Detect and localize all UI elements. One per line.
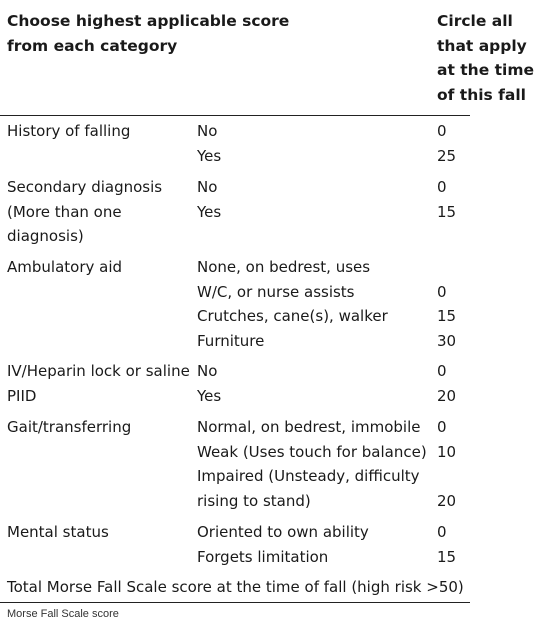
response-option: No xyxy=(197,178,218,196)
category-label: History of falling xyxy=(7,122,131,140)
score-value: 25 xyxy=(437,146,457,165)
header-score-line: at the time xyxy=(437,61,535,79)
score-value: 20 xyxy=(437,491,457,510)
response-option: No xyxy=(197,122,218,140)
score-value: 15 xyxy=(437,547,457,566)
table-bottom-divider xyxy=(0,602,470,603)
score-value: 10 xyxy=(437,442,457,461)
score-value: 0 xyxy=(437,178,447,196)
category-label: IV/Heparin lock or saline xyxy=(7,362,190,380)
header-divider xyxy=(0,115,470,116)
response-option: Forgets limitation xyxy=(197,547,329,566)
category-label: PIID xyxy=(7,386,37,405)
category-label: Gait/transferring xyxy=(7,418,132,436)
header-instructions xyxy=(7,9,427,58)
category-label: Secondary diagnosis xyxy=(7,178,163,196)
header-score-line: that apply xyxy=(437,36,527,55)
score-value: 0 xyxy=(437,122,447,140)
category-label: (More than one xyxy=(7,202,122,221)
category-label: diagnosis) xyxy=(7,227,84,245)
response-option: Yes xyxy=(197,386,222,405)
response-option: Oriented to own ability xyxy=(197,523,369,541)
response-option: rising to stand) xyxy=(197,491,311,510)
response-option: Crutches, cane(s), walker xyxy=(197,307,388,325)
response-option: Weak (Uses touch for balance) xyxy=(197,442,427,461)
response-option: Impaired (Unsteady, difficulty xyxy=(197,467,420,485)
response-option: Furniture xyxy=(197,331,265,350)
score-value: 0 xyxy=(437,523,447,541)
total-score-row: Total Morse Fall Scale score at the time of fall (high risk >50) xyxy=(7,578,464,596)
response-option: Yes xyxy=(197,146,222,165)
score-value: 15 xyxy=(437,202,457,221)
header-score-line: of this fall xyxy=(437,85,526,104)
response-option: W/C, or nurse assists xyxy=(197,282,355,301)
score-value: 0 xyxy=(437,282,447,301)
score-value: 20 xyxy=(437,386,457,405)
response-option: None, on bedrest, uses xyxy=(197,258,371,276)
score-value: 30 xyxy=(437,331,457,350)
score-value: 0 xyxy=(437,418,447,436)
header-instructions-line: Choose highest applicable score xyxy=(7,12,290,30)
score-value: 0 xyxy=(437,362,447,380)
response-option: Yes xyxy=(197,202,222,221)
response-option: No xyxy=(197,362,218,380)
score-value: 15 xyxy=(437,307,457,325)
category-label: Mental status xyxy=(7,523,109,541)
header-score-line: Circle all xyxy=(437,12,513,30)
figure-caption: Morse Fall Scale score xyxy=(7,608,119,620)
header-score-column xyxy=(437,9,535,107)
category-label: Ambulatory aid xyxy=(7,258,123,276)
header-instructions-line: from each category xyxy=(7,36,178,55)
response-option: Normal, on bedrest, immobile xyxy=(197,418,421,436)
